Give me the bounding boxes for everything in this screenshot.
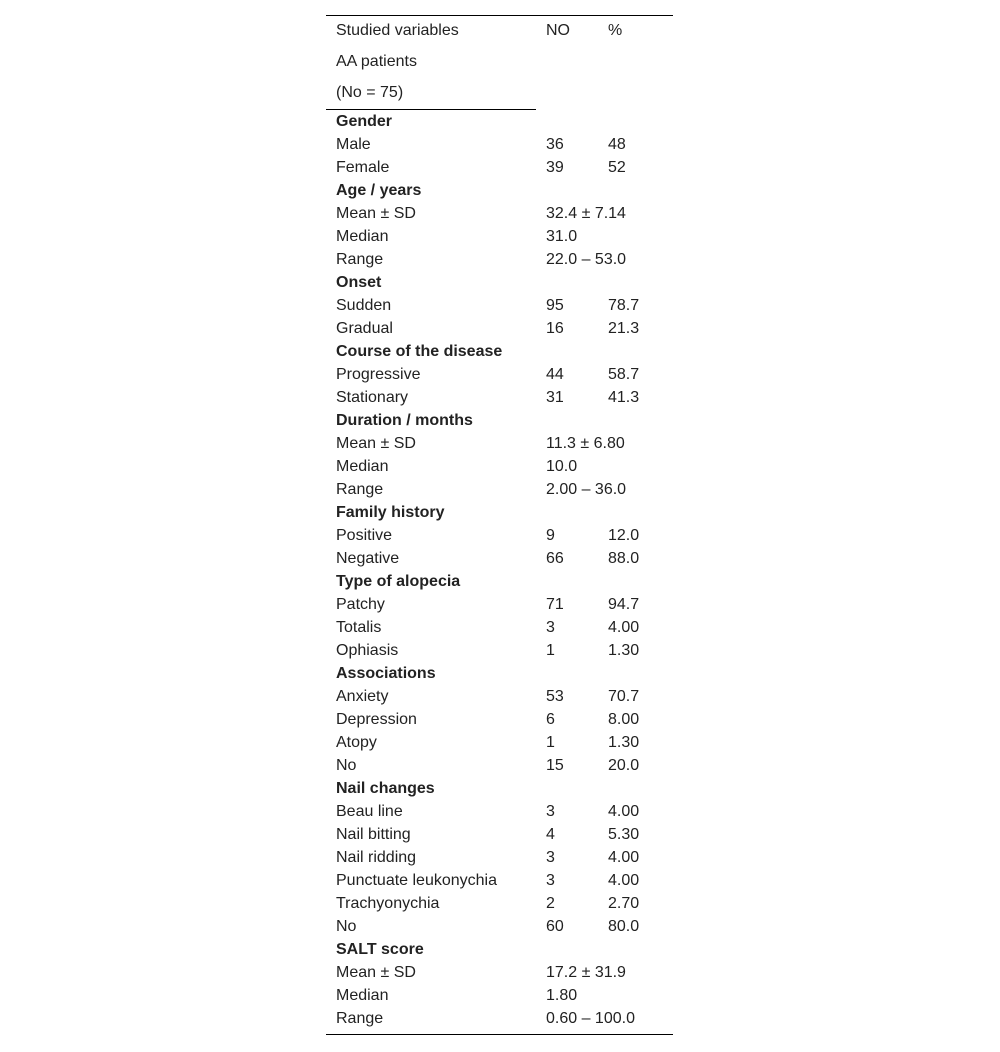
- section-row: [326, 780, 673, 803]
- table-row: [326, 596, 673, 619]
- table-row: [326, 136, 673, 159]
- row-count: 3: [546, 849, 555, 866]
- row-percent: 2.70: [608, 895, 640, 912]
- row-label: Mean ± SD: [336, 205, 416, 222]
- row-value: 1.80: [546, 987, 578, 1004]
- row-percent: 20.0: [608, 757, 640, 774]
- row-percent: 58.7: [608, 366, 640, 383]
- section-row: [326, 941, 673, 964]
- section-label: Age / years: [336, 182, 422, 199]
- header-no: NO: [546, 22, 570, 39]
- row-value: 32.4 ± 7.14: [546, 205, 626, 222]
- row-label: Median: [336, 458, 389, 475]
- table-row: [326, 297, 673, 320]
- table-row: [326, 527, 673, 550]
- row-percent: 4.00: [608, 849, 640, 866]
- row-label: Ophiasis: [336, 642, 399, 659]
- row-percent: 80.0: [608, 918, 640, 935]
- row-value: 31.0: [546, 228, 578, 245]
- section-label: Course of the disease: [336, 343, 503, 360]
- table-row: [326, 1010, 673, 1033]
- row-value: 22.0 – 53.0: [546, 251, 627, 268]
- table-row: [326, 389, 673, 412]
- row-label: Anxiety: [336, 688, 389, 705]
- header-rule: [326, 109, 536, 110]
- table-row: [326, 895, 673, 918]
- table-row: [326, 435, 673, 458]
- section-label: Type of alopecia: [336, 573, 461, 590]
- row-label: Negative: [336, 550, 400, 567]
- row-label: No: [336, 757, 357, 774]
- row-label: Nail ridding: [336, 849, 417, 866]
- row-count: 3: [546, 872, 555, 889]
- section-label: Onset: [336, 274, 382, 291]
- section-label: Duration / months: [336, 412, 473, 429]
- row-label: Male: [336, 136, 371, 153]
- table-row: [326, 251, 673, 274]
- section-label: Family history: [336, 504, 445, 521]
- row-value: 17.2 ± 31.9: [546, 964, 626, 981]
- section-label: Gender: [336, 113, 393, 130]
- table-row: [326, 205, 673, 228]
- table-row: [326, 757, 673, 780]
- row-label: Range: [336, 251, 384, 268]
- section-label: SALT score: [336, 941, 424, 958]
- row-label: Female: [336, 159, 390, 176]
- section-row: [326, 665, 673, 688]
- row-percent: 21.3: [608, 320, 640, 337]
- row-label: Patchy: [336, 596, 385, 613]
- row-label: Range: [336, 481, 384, 498]
- header-aa-patients: AA patients: [336, 53, 417, 70]
- row-count: 53: [546, 688, 564, 705]
- section-row: [326, 343, 673, 366]
- table-row: [326, 711, 673, 734]
- row-percent: 1.30: [608, 734, 640, 751]
- section-row: [326, 573, 673, 596]
- section-row: [326, 504, 673, 527]
- row-label: Mean ± SD: [336, 964, 416, 981]
- row-label: Progressive: [336, 366, 421, 383]
- table-row: [326, 619, 673, 642]
- row-value: 0.60 – 100.0: [546, 1010, 635, 1027]
- table-row: [326, 734, 673, 757]
- row-count: 15: [546, 757, 564, 774]
- row-percent: 48: [608, 136, 626, 153]
- table-row: [326, 872, 673, 895]
- table-row: [326, 458, 673, 481]
- section-label: Associations: [336, 665, 436, 682]
- row-label: Totalis: [336, 619, 382, 636]
- row-percent: 41.3: [608, 389, 640, 406]
- table-row: [326, 987, 673, 1010]
- row-label: Range: [336, 1010, 384, 1027]
- row-label: No: [336, 918, 357, 935]
- row-percent: 52: [608, 159, 626, 176]
- row-count: 2: [546, 895, 555, 912]
- row-value: 11.3 ± 6.80: [546, 435, 625, 452]
- row-count: 6: [546, 711, 555, 728]
- row-percent: 88.0: [608, 550, 640, 567]
- table-row: [326, 642, 673, 665]
- row-percent: 1.30: [608, 642, 640, 659]
- row-count: 95: [546, 297, 564, 314]
- row-percent: 4.00: [608, 619, 640, 636]
- header-sample-size: (No = 75): [336, 84, 404, 101]
- table-row: [326, 688, 673, 711]
- row-label: Median: [336, 228, 389, 245]
- header-percent: %: [608, 22, 623, 39]
- table-row: [326, 159, 673, 182]
- header-row-3: [326, 84, 673, 107]
- section-label: Nail changes: [336, 780, 435, 797]
- row-label: Gradual: [336, 320, 393, 337]
- row-label: Median: [336, 987, 389, 1004]
- row-percent: 8.00: [608, 711, 640, 728]
- row-label: Trachyonychia: [336, 895, 440, 912]
- row-label: Nail bitting: [336, 826, 411, 843]
- row-label: Stationary: [336, 389, 409, 406]
- row-count: 1: [546, 734, 555, 751]
- table-row: [326, 481, 673, 504]
- row-value: 10.0: [546, 458, 578, 475]
- table-row: [326, 550, 673, 573]
- section-row: [326, 182, 673, 205]
- row-count: 39: [546, 159, 564, 176]
- header-row-2: [326, 53, 673, 76]
- row-percent: 70.7: [608, 688, 640, 705]
- row-count: 36: [546, 136, 564, 153]
- row-label: Punctuate leukonychia: [336, 872, 497, 889]
- row-label: Depression: [336, 711, 417, 728]
- row-percent: 12.0: [608, 527, 640, 544]
- row-label: Mean ± SD: [336, 435, 416, 452]
- table-top-rule: [326, 15, 673, 16]
- section-row: [326, 113, 673, 136]
- row-label: Atopy: [336, 734, 377, 751]
- row-label: Beau line: [336, 803, 403, 820]
- row-count: 4: [546, 826, 555, 843]
- row-count: 44: [546, 366, 564, 383]
- row-percent: 4.00: [608, 872, 640, 889]
- row-percent: 5.30: [608, 826, 640, 843]
- header-row: [326, 22, 673, 45]
- row-label: Positive: [336, 527, 393, 544]
- row-percent: 4.00: [608, 803, 640, 820]
- table-row: [326, 228, 673, 251]
- row-count: 3: [546, 803, 555, 820]
- table-row: [326, 320, 673, 343]
- table-bottom-rule: [326, 1034, 673, 1035]
- table-row: [326, 803, 673, 826]
- row-count: 3: [546, 619, 555, 636]
- row-percent: 78.7: [608, 297, 640, 314]
- table-row: [326, 366, 673, 389]
- table-row: [326, 849, 673, 872]
- row-percent: 94.7: [608, 596, 640, 613]
- row-count: 9: [546, 527, 555, 544]
- row-label: Sudden: [336, 297, 392, 314]
- section-row: [326, 274, 673, 297]
- header-studied-variables: Studied variables: [336, 22, 459, 39]
- row-count: 16: [546, 320, 564, 337]
- row-count: 60: [546, 918, 564, 935]
- row-count: 1: [546, 642, 555, 659]
- table-row: [326, 918, 673, 941]
- row-value: 2.00 – 36.0: [546, 481, 627, 498]
- row-count: 31: [546, 389, 564, 406]
- row-count: 71: [546, 596, 564, 613]
- table-row: [326, 826, 673, 849]
- table-row: [326, 964, 673, 987]
- section-row: [326, 412, 673, 435]
- row-count: 66: [546, 550, 564, 567]
